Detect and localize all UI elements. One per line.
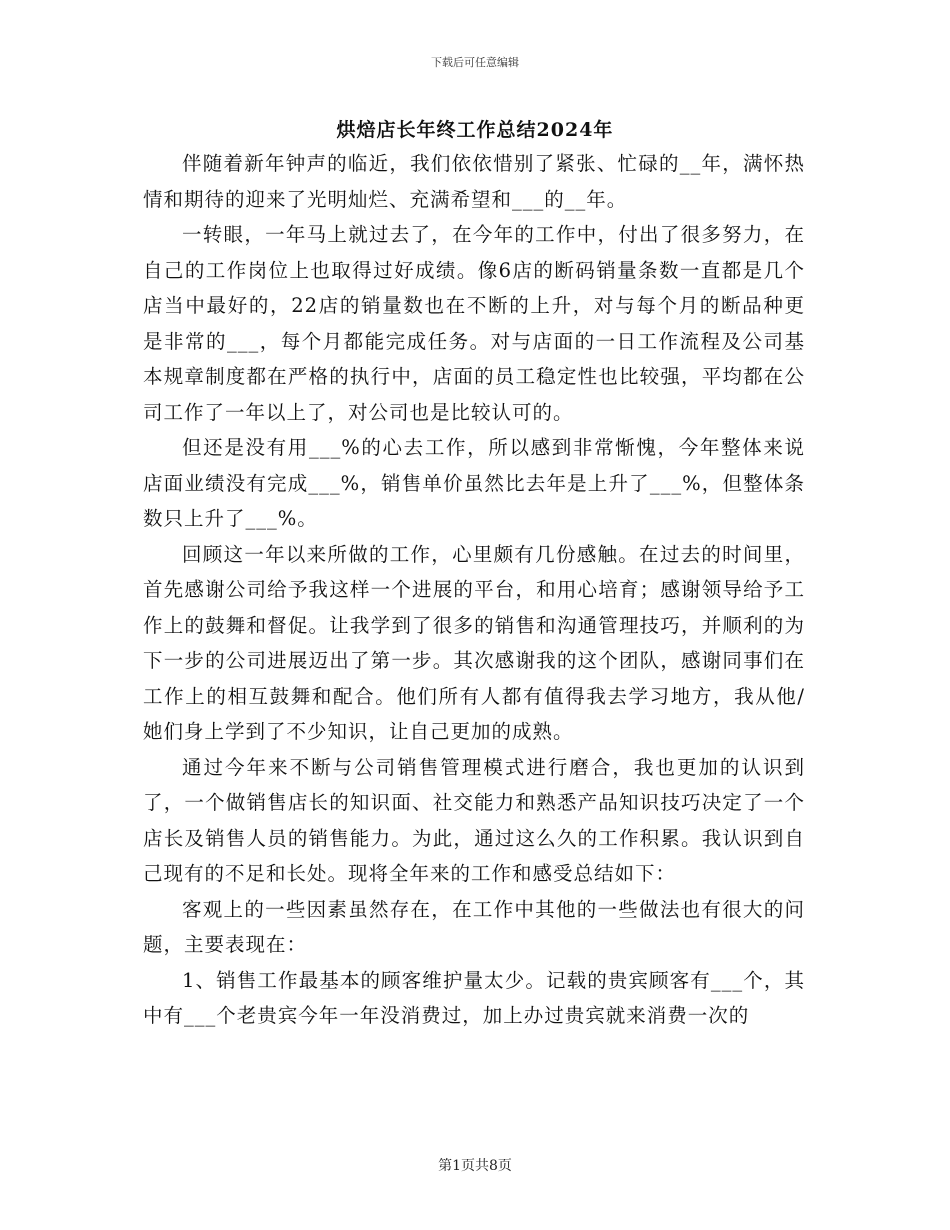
document-body — [143, 146, 805, 1034]
paragraph: 回顾这一年以来所做的工作，心里颇有几份感触。在过去的时间里，首先感谢公司给予我这样一个进展的平台，和用心培育；感谢领导给予工作上的鼓舞和督促。让我学到了很多的销售和沟通管理技巧，并顺利的为下一步的公司进展迈出了第一步。其次感谢我的这个团队，感谢同事们在工作上的相互鼓舞和配合。他们所有人都有值得我去学习地方，我从他/她们身上学到了不少知识，让自己更加的成熟。 — [143, 542, 805, 743]
paragraph: 1、销售工作最基本的顾客维护量太少。记载的贵宾顾客有___个，其中有___个老贵宾今年一年没消费过，加上办过贵宾就来消费一次的 — [143, 968, 805, 1027]
document-title: 烘焙店长年终工作总结2024年 — [336, 119, 614, 141]
paragraph: 通过今年来不断与公司销售管理模式进行磨合，我也更加的认识到了，一个做销售店长的知识面、社交能力和熟悉产品知识技巧决定了一个店长及销售人员的销售能力。为此，通过这么久的工作积累。我认识到自己现有的不足和长处。现将全年来的工作和感受总结如下： — [143, 755, 805, 885]
paragraph: 但还是没有用___%的心去工作，所以感到非常惭愧，今年整体来说店面业绩没有完成___%，销售单价虽然比去年是上升了___%，但整体条数只上升了___%。 — [143, 436, 805, 530]
page-header-note: 下载后可任意编辑 — [431, 56, 519, 69]
paragraph: 一转眼，一年马上就过去了，在今年的工作中，付出了很多努力，在自己的工作岗位上也取得过好成绩。像6店的断码销量条数一直都是几个店当中最好的，22店的销量数也在不断的上升，对与每个月的断品种更是非常的___，每个月都能完成任务。对与店面的一日工作流程及公司基本规章制度都在严格的执行中，店面的员工稳定性也比较强，平均都在公司工作了一年以上了，对公司也是比较认可的。 — [143, 223, 805, 424]
page-number: 第1页共8页 — [438, 1158, 512, 1174]
paragraph: 伴随着新年钟声的临近，我们依依惜别了紧张、忙碌的__年，满怀热情和期待的迎来了光明灿烂、充满希望和___的__年。 — [143, 152, 805, 211]
paragraph: 客观上的一些因素虽然存在，在工作中其他的一些做法也有很大的问题，主要表现在： — [143, 897, 805, 956]
